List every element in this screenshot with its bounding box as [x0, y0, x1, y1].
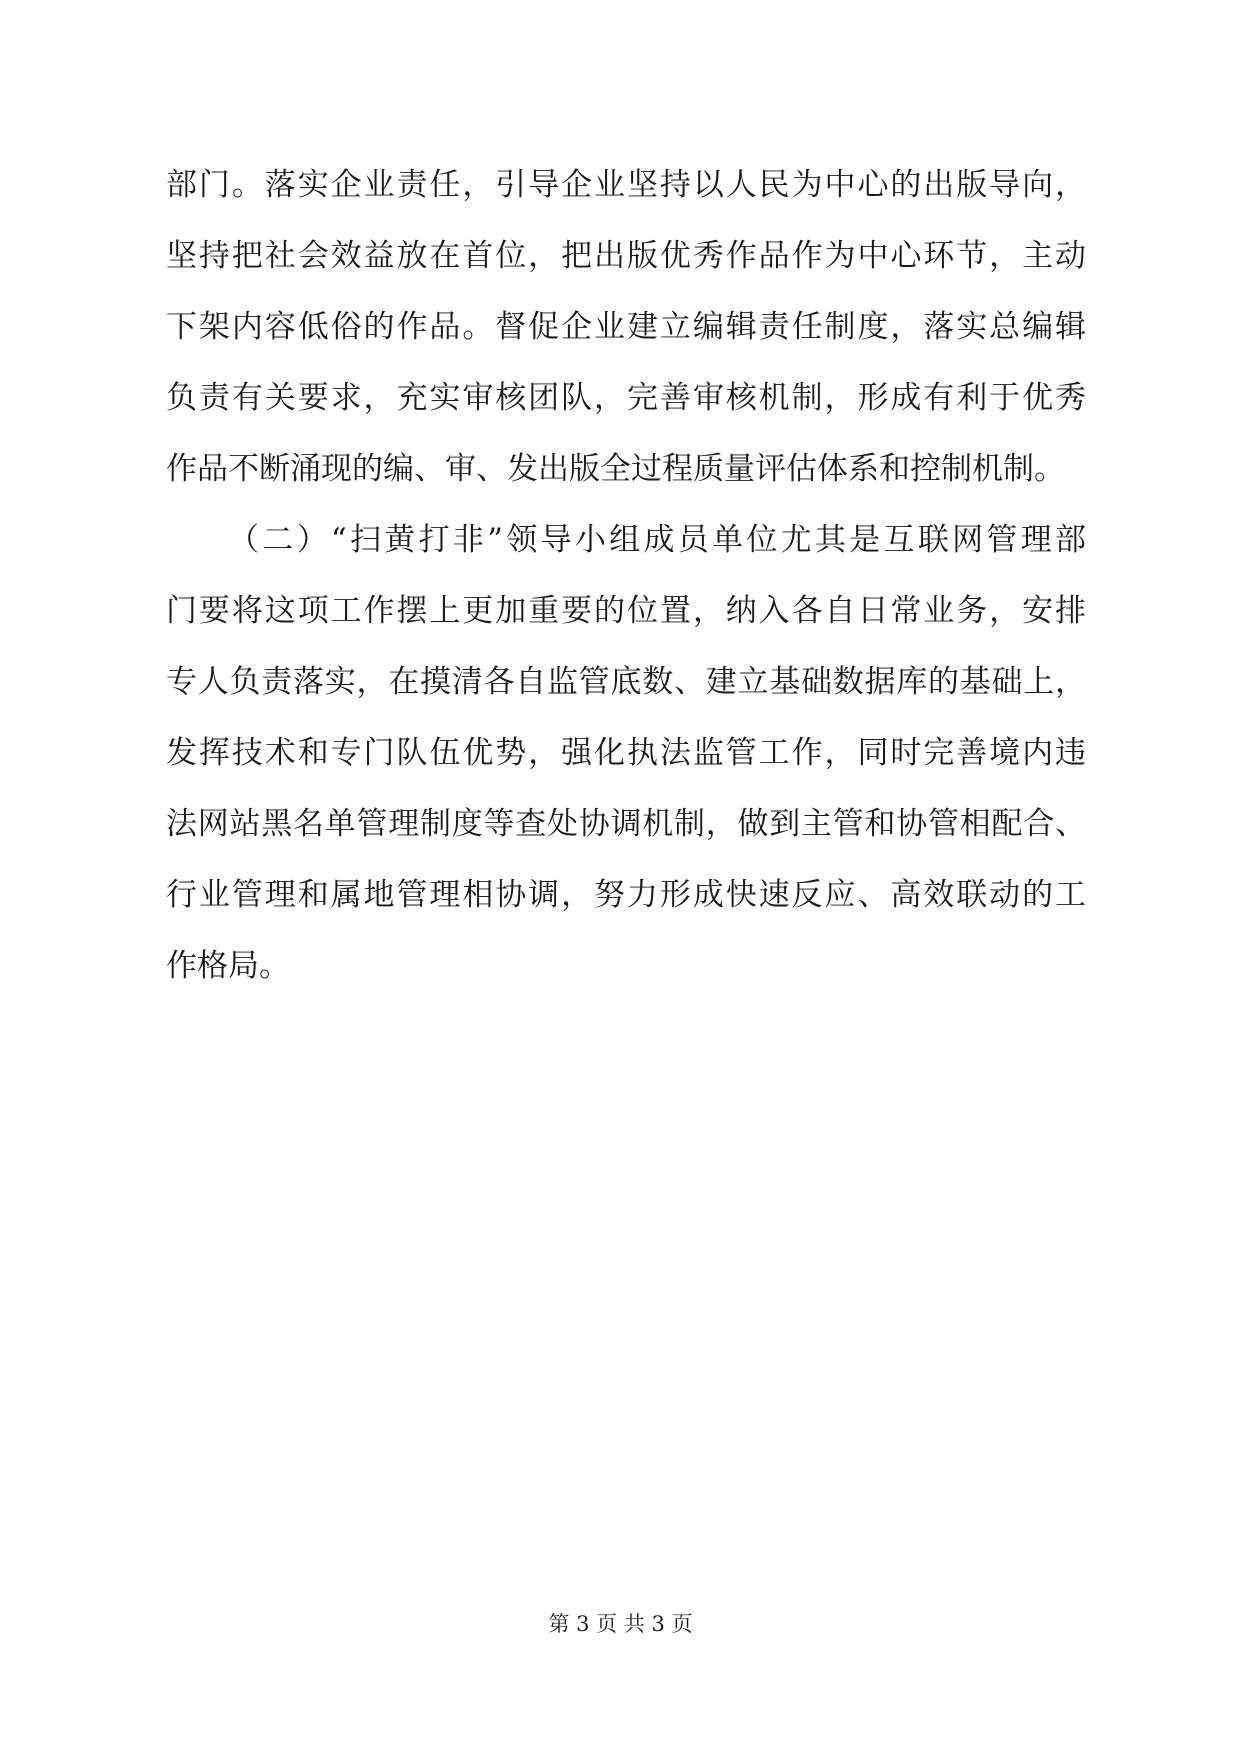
paragraph-2	[166, 505, 1086, 1002]
text-line: 坚持把社会效益放在首位，把出版优秀作品作为中心环节，主动	[166, 238, 1086, 274]
text-line: 行业管理和属地管理相协调，努力形成快速反应、高效联动的工	[166, 877, 1086, 913]
text-line: 发挥技术和专门队伍优势，强化执法监管工作，同时完善境内违	[166, 735, 1086, 771]
text-line: 部门。落实企业责任，引导企业坚持以人民为中心的出版导向，	[166, 167, 1086, 203]
page-footer	[0, 1610, 1241, 1638]
text-line: 下架内容低俗的作品。督促企业建立编辑责任制度，落实总编辑	[166, 309, 1086, 345]
text-line: 法网站黑名单管理制度等查处协调机制，做到主管和协管相配合、	[166, 806, 1086, 842]
page-number-label: 第 3 页 共 3 页	[548, 1612, 693, 1636]
text-line: 作品不断涌现的编、审、发出版全过程质量评估体系和控制机制。	[166, 451, 1065, 487]
text-line: 门要将这项工作摆上更加重要的位置，纳入各自日常业务，安排	[166, 593, 1086, 629]
text-line: 作格局。	[166, 948, 290, 984]
text-line: 专人负责落实，在摸清各自监管底数、建立基础数据库的基础上，	[166, 664, 1086, 700]
document-body	[166, 150, 1086, 1002]
paragraph-1	[166, 150, 1086, 505]
text-line: 负责有关要求，充实审核团队，完善审核机制，形成有利于优秀	[166, 380, 1086, 416]
text-line: （二）“扫黄打非”领导小组成员单位尤其是互联网管理部	[228, 522, 1086, 558]
